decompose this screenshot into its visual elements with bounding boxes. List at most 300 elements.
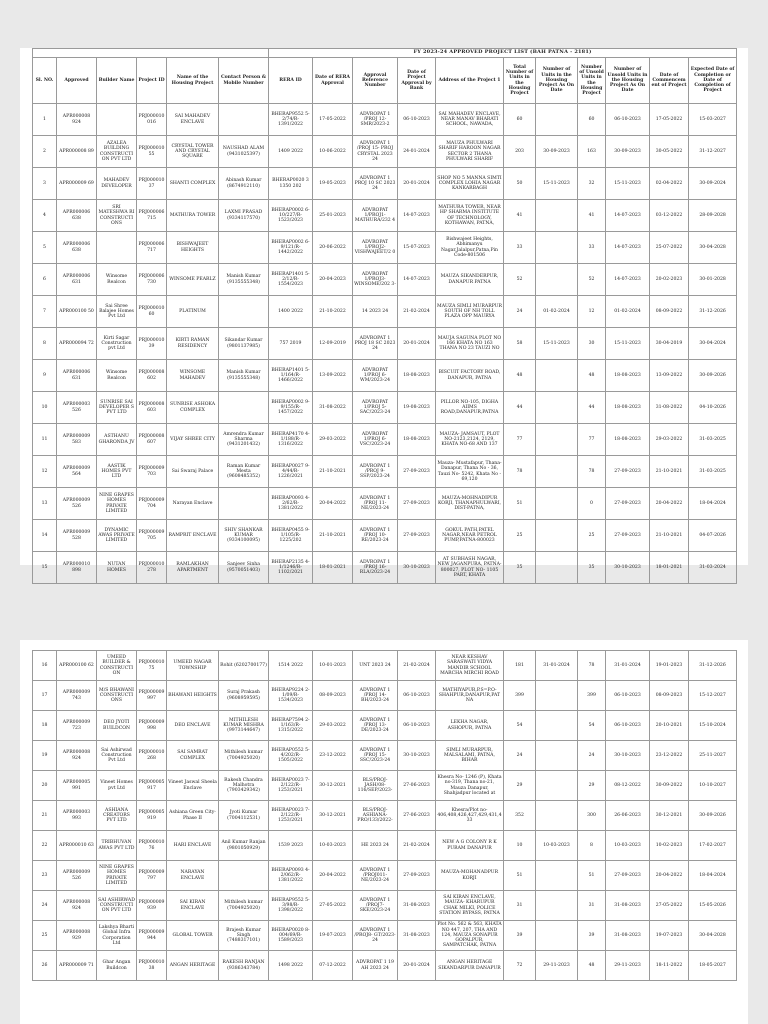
table-cell: PILLOR NO-105, DIGHA AIIMS ROAD,DANAPUR,PATNA bbox=[436, 392, 504, 424]
table-cell: ADVROPAT 1 /PROJ 12-SMR/2023-2 bbox=[353, 104, 398, 136]
table-cell: 31-08-2022 bbox=[650, 392, 689, 424]
table-cell: APR000003 993 bbox=[57, 801, 97, 831]
table-cell: SAI MAHADEV ENCLAVE bbox=[167, 104, 219, 136]
table-cell: 30-04-2024 bbox=[689, 328, 737, 360]
table-title: FY 2023-24 APPROVED PROJECT LIST (BAH PATNA - 2181) bbox=[269, 49, 737, 58]
table-cell: KIRTI RAMAN RESIDENCY bbox=[167, 328, 219, 360]
table-cell: LAXMI PRASAD (9334117570) bbox=[219, 200, 269, 232]
table-cell: ASTHANU GHARONDA JV bbox=[97, 424, 137, 456]
table-row bbox=[33, 861, 737, 891]
table-cell: APR000003 526 bbox=[57, 392, 97, 424]
table-cell bbox=[536, 488, 578, 520]
table-cell: 4 bbox=[33, 200, 57, 232]
table-cell: Kirti Sagar Construction pvt Ltd bbox=[97, 328, 137, 360]
table-cell: 27-09-2023 bbox=[398, 520, 436, 552]
table-cell: BHERAP0455 9-1/105/R-1225/202 bbox=[269, 520, 313, 552]
table-cell: 20 bbox=[33, 771, 57, 801]
table-cell: APR000009 69 bbox=[57, 168, 97, 200]
table-cell: 48 bbox=[504, 360, 536, 392]
table-cell bbox=[536, 711, 578, 741]
table-cell: PRJ000010 37 bbox=[137, 168, 167, 200]
table-cell bbox=[536, 392, 578, 424]
table-cell bbox=[219, 104, 269, 136]
table-cell bbox=[536, 801, 578, 831]
table-cell: 3 bbox=[33, 168, 57, 200]
table-row bbox=[33, 891, 737, 921]
table-cell: PRJ000006 715 bbox=[137, 200, 167, 232]
table-cell: 31-08-2023 bbox=[398, 891, 436, 921]
table-cell: BHERAP0002 9-9/155/R-1457/2022 bbox=[269, 392, 313, 424]
document-page-1 bbox=[20, 48, 748, 578]
table-cell bbox=[536, 456, 578, 488]
table-cell: 15-10-2024 bbox=[689, 711, 737, 741]
table-cell: 06-10-2023 bbox=[606, 681, 650, 711]
table-cell: 60 bbox=[578, 104, 606, 136]
table-cell: BHERAP9552 5-2/74/R-1391/2022 bbox=[269, 104, 313, 136]
table-cell: 11 bbox=[33, 424, 57, 456]
table-cell: 48 bbox=[578, 360, 606, 392]
table-cell: APR000009 526 bbox=[57, 861, 97, 891]
table-cell: 30-09-2023 bbox=[536, 136, 578, 168]
table-cell: 19-07-2023 bbox=[313, 921, 353, 951]
table-cell: 18-01-2021 bbox=[313, 552, 353, 584]
table-cell: MAUZA- JAMSAUT, PLOT NO-2123,2124, 2129, KHATA NO-68 AND 137 bbox=[436, 424, 504, 456]
table-cell: 44 bbox=[578, 392, 606, 424]
table-cell bbox=[536, 360, 578, 392]
table-cell: 14-07-2023 bbox=[606, 232, 650, 264]
table-cell: 50 bbox=[504, 168, 536, 200]
table-cell: 78 bbox=[504, 456, 536, 488]
table-cell: SUNRISE SAI DEVELOPER S PVT LTD bbox=[97, 392, 137, 424]
table-cell: 44 bbox=[504, 392, 536, 424]
table-cell: 08-12-2022 bbox=[606, 771, 650, 801]
table-cell: 15-11-2023 bbox=[606, 168, 650, 200]
table-cell: 15-07-2023 bbox=[398, 232, 436, 264]
table-cell: PRJ000009 705 bbox=[137, 520, 167, 552]
table-cell: 29-03-2022 bbox=[650, 424, 689, 456]
table-cell: Vineet Jaswal Sheela Enclave bbox=[167, 771, 219, 801]
table-cell: ADVROPAT 1 /PROJ 16- RLA/2023-24 bbox=[353, 552, 398, 584]
table-cell: SIMLI MURARPUR, MALSALAMI, PATNA, BIHAR bbox=[436, 741, 504, 771]
table-cell: BHERAP1401 5-2/12/R-1554/2023 bbox=[269, 264, 313, 296]
table-cell: Rakesh Chandra Malhotra (7903429342) bbox=[219, 771, 269, 801]
table-cell: 51 bbox=[578, 861, 606, 891]
table-cell: 14-07-2023 bbox=[398, 264, 436, 296]
table-cell: APR000094 72 bbox=[57, 328, 97, 360]
table-cell: APR000009 583 bbox=[57, 424, 97, 456]
table-cell: SAI ASHIRWAD CONSTRUCTI ON PVT LTD bbox=[97, 891, 137, 921]
table-cell bbox=[97, 104, 137, 136]
table-cell: PRJ000009 997 bbox=[137, 681, 167, 711]
table-cell: 02-04-2022 bbox=[650, 168, 689, 200]
table-cell: 300 bbox=[578, 801, 606, 831]
table-cell: 31-12-2027 bbox=[689, 136, 737, 168]
table-cell: 21-02-2024 bbox=[398, 296, 436, 328]
table-cell: 15-05-2026 bbox=[689, 891, 737, 921]
table-cell: ADVROPAT 1 19 AH 2023 24 bbox=[353, 951, 398, 981]
table-cell: 33 bbox=[504, 232, 536, 264]
table-cell: 60 bbox=[504, 104, 536, 136]
table-cell: BHERAP0552 5-4/202/R-1505/2022 bbox=[269, 741, 313, 771]
table-cell: 01-02-2024 bbox=[536, 296, 578, 328]
table-cell: MAUJA SAGUNA PLOT NO 166 KHATA NO 163 THANA NO 23 TAUZI NO bbox=[436, 328, 504, 360]
table-cell: Winsome Realcon bbox=[97, 360, 137, 392]
table-cell: BLS/PROJ-JASH/08-116/SEP/2023- bbox=[353, 771, 398, 801]
table-cell: 27-09-2023 bbox=[606, 488, 650, 520]
column-header: Approval Reference Number bbox=[353, 58, 398, 104]
table-cell: 20-01-2024 bbox=[398, 328, 436, 360]
table-cell: BHERAP0020 3 1350 202 bbox=[269, 168, 313, 200]
table-cell: SHIV SHANKAR KUMAR (9334100095) bbox=[219, 520, 269, 552]
table-cell: ADVROPAT 1 /PROJ011- NE/2023-24 bbox=[353, 861, 398, 891]
table-cell: 22 bbox=[33, 831, 57, 861]
table-cell: APR000006 638 bbox=[57, 232, 97, 264]
table-cell: 30-04-2019 bbox=[650, 328, 689, 360]
table-cell: 18 bbox=[33, 711, 57, 741]
table-cell: 10-03-2023 bbox=[313, 831, 353, 861]
table-cell: Sai Shree Balajee Homes Pvt Ltd bbox=[97, 296, 137, 328]
table-cell: Brajesh Kumar Singh (7488317101) bbox=[219, 921, 269, 951]
table-cell: APR000008 924 bbox=[57, 104, 97, 136]
table-cell: PLATINUM bbox=[167, 296, 219, 328]
table-cell: ADVROPAT 1 /PROJ 15- SSC/2023-24 bbox=[353, 741, 398, 771]
table-cell: 10-06-2022 bbox=[313, 136, 353, 168]
table-cell: 20-04-2022 bbox=[650, 861, 689, 891]
table-cell: 27-09-2023 bbox=[606, 520, 650, 552]
table-cell: PRJ000009 939 bbox=[137, 891, 167, 921]
table-row bbox=[33, 456, 737, 488]
table-cell: 14 bbox=[33, 520, 57, 552]
table-cell: APR000008 924 bbox=[57, 741, 97, 771]
table-cell: SRI MATESHWA RI CONSTRUCTI ONS bbox=[97, 200, 137, 232]
table-cell: 18-01-2021 bbox=[650, 552, 689, 584]
table-cell: LEKHA NAGAR, ASHOPUR, PATNA bbox=[436, 711, 504, 741]
table-cell: 39 bbox=[578, 921, 606, 951]
table-cell: NEW A G COLONY R K PURAM DANAPUR bbox=[436, 831, 504, 861]
table-cell: 21-10-2021 bbox=[650, 520, 689, 552]
table-cell: 24 bbox=[33, 891, 57, 921]
table-cell: MATHIYAPUR,P.S=P.O-SHAHPUR,DANAPUR,PATNA bbox=[436, 681, 504, 711]
table-cell: APR000010 898 bbox=[57, 552, 97, 584]
table-cell bbox=[219, 232, 269, 264]
table-cell: 27-05-2022 bbox=[650, 891, 689, 921]
column-header: Name of the Housing Project bbox=[167, 58, 219, 104]
table-cell: VIJAY SHREE CITY bbox=[167, 424, 219, 456]
table-cell: 52 bbox=[578, 264, 606, 296]
table-cell: 27-06-2023 bbox=[398, 771, 436, 801]
table-cell: 181 bbox=[504, 651, 536, 681]
table-cell: 07-12-2022 bbox=[313, 951, 353, 981]
table-cell: 14-07-2023 bbox=[398, 200, 436, 232]
table-cell: ADVROPAT 1 PROJ 10 SC 2023 24 bbox=[353, 168, 398, 200]
column-header: Address of the Project 1 bbox=[436, 58, 504, 104]
table-cell: 399 bbox=[504, 681, 536, 711]
table-cell: 10 bbox=[504, 831, 536, 861]
table-cell: SHANTI COMPLEX bbox=[167, 168, 219, 200]
table-cell: 06-10-2023 bbox=[606, 711, 650, 741]
table-cell: Amrendra Kumar Sharma (9431201432) bbox=[219, 424, 269, 456]
table-cell: 18-05-2027 bbox=[689, 951, 737, 981]
table-cell: Plot No. 562 & 563, KHATA NO 447, 207, THA AND 124, MAUZA SONAPUR GOPALPUR, SAMPATCHAK, PATNA bbox=[436, 921, 504, 951]
table-cell: 24 bbox=[578, 741, 606, 771]
table-cell: ADVROPAT 1 /PROJ 14- BH/2023-24 bbox=[353, 681, 398, 711]
table-cell: 30-10-2023 bbox=[398, 552, 436, 584]
table-cell: 8 bbox=[33, 328, 57, 360]
table-row bbox=[33, 552, 737, 584]
table-cell: 23-12-2022 bbox=[313, 741, 353, 771]
table-row bbox=[33, 168, 737, 200]
table-cell bbox=[536, 520, 578, 552]
table-cell bbox=[536, 771, 578, 801]
table-cell: Suraj Prakash (9608959595) bbox=[219, 681, 269, 711]
table-cell: DEO JYOTI BUILDCON bbox=[97, 711, 137, 741]
table-cell: BHAWANI HEIGHTS bbox=[167, 681, 219, 711]
table-body-page-1 bbox=[33, 104, 737, 584]
table-cell: 21-10-2021 bbox=[313, 456, 353, 488]
table-cell: 32 bbox=[578, 168, 606, 200]
column-header: Approved bbox=[57, 58, 97, 104]
table-cell: 24-01-2024 bbox=[398, 136, 436, 168]
table-cell: 18-08-2023 bbox=[606, 424, 650, 456]
table-cell: 2 bbox=[33, 136, 57, 168]
table-cell: APR000006 631 bbox=[57, 264, 97, 296]
table-cell: MATHURA TOWER bbox=[167, 200, 219, 232]
table-cell: 78 bbox=[578, 651, 606, 681]
table-cell: ADVROPAT 1 /PROJ 15- PROJ CRYSTAL 2023 24 bbox=[353, 136, 398, 168]
table-row bbox=[33, 232, 737, 264]
table-cell: 31 bbox=[504, 891, 536, 921]
table-cell: APR000006 631 bbox=[57, 360, 97, 392]
column-header: Date of Commencement of Project bbox=[650, 58, 689, 104]
table-cell: 30 bbox=[578, 328, 606, 360]
table-cell: PRJ000006 717 bbox=[137, 232, 167, 264]
table-cell: 19 bbox=[33, 741, 57, 771]
table-cell: APR000010 63 bbox=[57, 831, 97, 861]
table-cell: 18-11-2022 bbox=[650, 951, 689, 981]
table-cell: 35 bbox=[504, 552, 536, 584]
column-header: Number of Unsold Units in the Housing Project As On Date bbox=[606, 58, 650, 104]
table-row bbox=[33, 200, 737, 232]
table-cell: NARAYAN ENCLAVE bbox=[167, 861, 219, 891]
table-cell: UMEED BUILDER & CONSTRUCTI ON bbox=[97, 651, 137, 681]
table-cell: BHERAP0023 7-2/122/R-1253/2021 bbox=[269, 771, 313, 801]
table-cell: 163 bbox=[578, 136, 606, 168]
table-cell: APR000008 924 bbox=[57, 891, 97, 921]
table-cell: SAI SAMRAT COMPLEX bbox=[167, 741, 219, 771]
table-cell: 10-02-2023 bbox=[650, 831, 689, 861]
table-cell: 31 bbox=[578, 891, 606, 921]
table-cell: BHERAP0002 6-9/121/R-1442/2022 bbox=[269, 232, 313, 264]
table-cell: UMEED NAGAR TOWNSHIP bbox=[167, 651, 219, 681]
column-header: Expected Date of Completion or Date of Completion of Project bbox=[689, 58, 737, 104]
table-cell: 77 bbox=[504, 424, 536, 456]
table-cell: PRJ000008 602 bbox=[137, 360, 167, 392]
table-cell: Manish Kumar (9135555348) bbox=[219, 264, 269, 296]
table-row bbox=[33, 488, 737, 520]
table-cell: Ghar Angan Buildcon bbox=[97, 951, 137, 981]
table-cell: Vineet Homes pvt Ltd bbox=[97, 771, 137, 801]
table-cell: ADVROPAT 1/PROJ1- MATHURA/232 4 bbox=[353, 200, 398, 232]
table-cell: 30-04-2028 bbox=[689, 921, 737, 951]
table-cell: 20-01-2024 bbox=[398, 168, 436, 200]
column-header: Date of RERA Approval bbox=[313, 58, 353, 104]
table-cell: APR000009 71 bbox=[57, 951, 97, 981]
table-cell: BLS/PROJ-ASHIANA-PRO/133/2022- bbox=[353, 801, 398, 831]
table-cell bbox=[536, 681, 578, 711]
table-cell: 757 2019 bbox=[269, 328, 313, 360]
table-cell bbox=[536, 891, 578, 921]
table-cell: BISHWAJEET HEIGHTS bbox=[167, 232, 219, 264]
table-cell: SUNRISE ASHOKA COMPLEX bbox=[167, 392, 219, 424]
table-cell: 203 bbox=[504, 136, 536, 168]
table-cell: Rohit (6202700177) bbox=[219, 651, 269, 681]
table-cell: 30-09-2023 bbox=[606, 136, 650, 168]
table-cell: 27-09-2023 bbox=[606, 456, 650, 488]
table-cell: APR000100 62 bbox=[57, 651, 97, 681]
table-cell: CRYSTAL TOWER AND CRYSTAL SQUARE bbox=[167, 136, 219, 168]
table-cell: 30-09-2026 bbox=[689, 801, 737, 831]
table-cell: ADVROPAT 1 /PROJ7- SKE/2023-24 bbox=[353, 891, 398, 921]
table-cell: PRJ000010 39 bbox=[137, 328, 167, 360]
table-cell: 25-11-2027 bbox=[689, 741, 737, 771]
table-cell: APR000005 991 bbox=[57, 771, 97, 801]
table-cell: 15-11-2023 bbox=[606, 328, 650, 360]
table-cell: PRJ000010 55 bbox=[137, 136, 167, 168]
table-cell: 54 bbox=[504, 711, 536, 741]
table-cell: APR000009 723 bbox=[57, 711, 97, 741]
table-cell: 31-12-2026 bbox=[689, 651, 737, 681]
table-cell: AASTIK HOMES PVT LTD bbox=[97, 456, 137, 488]
table-cell: 23-12-2022 bbox=[650, 741, 689, 771]
table-cell: 78 bbox=[578, 456, 606, 488]
table-cell: 21-10-2021 bbox=[313, 520, 353, 552]
table-cell: DYNAMIC AWAS PRIVATE LIMITED bbox=[97, 520, 137, 552]
table-cell: PRJ000005 919 bbox=[137, 801, 167, 831]
table-cell bbox=[536, 741, 578, 771]
table-cell: 31-01-2024 bbox=[536, 651, 578, 681]
table-cell: 30-09-2022 bbox=[650, 771, 689, 801]
table-cell: PRJ000010 76 bbox=[137, 831, 167, 861]
table-cell: 12-09-2019 bbox=[313, 328, 353, 360]
table-cell: ANGAN HERITAGE SIKANDARPUR DANAPUR bbox=[436, 951, 504, 981]
table-cell: 39 bbox=[504, 921, 536, 951]
table-cell: ADVROPAT 1 PROJ 18 SC 2023 24 bbox=[353, 328, 398, 360]
table-cell: SAI KIRAN ENCLAVE bbox=[167, 891, 219, 921]
table-cell: 0 bbox=[578, 488, 606, 520]
table-cell: APR000009 743 bbox=[57, 681, 97, 711]
table-cell bbox=[536, 232, 578, 264]
table-cell: 19-07-2023 bbox=[650, 921, 689, 951]
table-cell: 13-09-2022 bbox=[650, 360, 689, 392]
table-cell bbox=[536, 200, 578, 232]
table-cell: 30-10-2023 bbox=[606, 741, 650, 771]
table-cell: 30-12-2021 bbox=[650, 801, 689, 831]
table-cell: ADVROPAT 1/PROJ 6- VSC/2023-24 bbox=[353, 424, 398, 456]
table-cell: 29-11-2023 bbox=[536, 951, 578, 981]
table-cell: 1400 2022 bbox=[269, 296, 313, 328]
table-row bbox=[33, 741, 737, 771]
table-cell: BHERAP9552 5-3/98/R-1398/2022 bbox=[269, 891, 313, 921]
table-cell: 10-03-2023 bbox=[536, 831, 578, 861]
table-cell: 58 bbox=[504, 328, 536, 360]
table-row bbox=[33, 104, 737, 136]
table-cell: 13 bbox=[33, 488, 57, 520]
table-cell: 17-05-2022 bbox=[313, 104, 353, 136]
table-cell: Jyoti Kumar (7004112531) bbox=[219, 801, 269, 831]
table-cell: 20-10-2021 bbox=[650, 711, 689, 741]
column-header: RERA ID bbox=[269, 58, 313, 104]
table-cell: 29-11-2023 bbox=[606, 951, 650, 981]
table-cell: BISCUIT FACTORY ROAD, DANAPUR, PATNA bbox=[436, 360, 504, 392]
table-cell: 04-10-2026 bbox=[689, 392, 737, 424]
table-cell: Manish Kumar (9135555348) bbox=[219, 360, 269, 392]
table-cell: 1539 2023 bbox=[269, 831, 313, 861]
table-cell: ASHIANA CREATORS PVT LTD bbox=[97, 801, 137, 831]
table-cell: 01-02-2024 bbox=[606, 296, 650, 328]
table-cell: 14-07-2023 bbox=[606, 200, 650, 232]
table-cell: BHERAP2135 4-1/1246/R-1102/2021 bbox=[269, 552, 313, 584]
document-page-2 bbox=[20, 640, 748, 1024]
table-cell: 23 bbox=[33, 861, 57, 891]
table-cell: 10 bbox=[33, 392, 57, 424]
table-cell: 27-09-2023 bbox=[398, 861, 436, 891]
table-cell: 72 bbox=[504, 951, 536, 981]
column-header: Date of Project Approval by Bank bbox=[398, 58, 436, 104]
table-cell: Mithilesh kumar (7004925020) bbox=[219, 741, 269, 771]
table-row bbox=[33, 360, 737, 392]
table-cell: 15-11-2023 bbox=[536, 168, 578, 200]
table-cell: 30-04-2028 bbox=[689, 232, 737, 264]
table-cell: PRJ000009 703 bbox=[137, 456, 167, 488]
table-cell: Anil Kumar Ranjan (9801050929) bbox=[219, 831, 269, 861]
table-cell: 27-09-2023 bbox=[398, 456, 436, 488]
table-cell: PRJ000005 917 bbox=[137, 771, 167, 801]
table-row bbox=[33, 711, 737, 741]
table-cell: PRJ000010 016 bbox=[137, 104, 167, 136]
table-cell: MAUZA-MOHNADIPUR KORJI, THANAPHULWARI, DIST-PATNA, bbox=[436, 488, 504, 520]
table-cell bbox=[219, 392, 269, 424]
table-cell: PRJ000010 278 bbox=[137, 552, 167, 584]
table-cell: ANGAN HERITAGE bbox=[167, 951, 219, 981]
table-cell: 7 bbox=[33, 296, 57, 328]
table-cell: 9 bbox=[33, 360, 57, 392]
table-row bbox=[33, 136, 737, 168]
table-cell: Ashiana Green City- Phase II bbox=[167, 801, 219, 831]
table-row bbox=[33, 520, 737, 552]
table-cell: APR000006 638 bbox=[57, 200, 97, 232]
table-cell: 51 bbox=[504, 488, 536, 520]
table-cell: 28-09-2028 bbox=[689, 200, 737, 232]
table-cell: 31-01-2024 bbox=[606, 651, 650, 681]
table-cell: 29 bbox=[578, 771, 606, 801]
table-cell: PRJ000006 730 bbox=[137, 264, 167, 296]
table-cell: M/S BHAWANI CONSTRUCTI ONS bbox=[97, 681, 137, 711]
table-cell: UNT 2023 24 bbox=[353, 651, 398, 681]
table-cell: 31-03-2025 bbox=[689, 456, 737, 488]
table-cell: ADVROPAT 1 /PROJ 10- RE/2023-24 bbox=[353, 520, 398, 552]
table-cell: 8 bbox=[578, 831, 606, 861]
table-cell: 10-03-2023 bbox=[606, 831, 650, 861]
table-cell: 20-06-2022 bbox=[313, 232, 353, 264]
table-cell: 14-07-2023 bbox=[606, 264, 650, 296]
table-cell: 27-05-2022 bbox=[313, 891, 353, 921]
table-cell: 08-09-2022 bbox=[650, 296, 689, 328]
table-cell: MAUZA SIMLI MURARPUR SOUTH OF NH TOLL PLAZA OPP MAURYA bbox=[436, 296, 504, 328]
table-cell: 41 bbox=[578, 200, 606, 232]
table-cell: PRJ000009 998 bbox=[137, 711, 167, 741]
table-cell: PRJ000010 268 bbox=[137, 741, 167, 771]
table-cell: 29 bbox=[504, 771, 536, 801]
